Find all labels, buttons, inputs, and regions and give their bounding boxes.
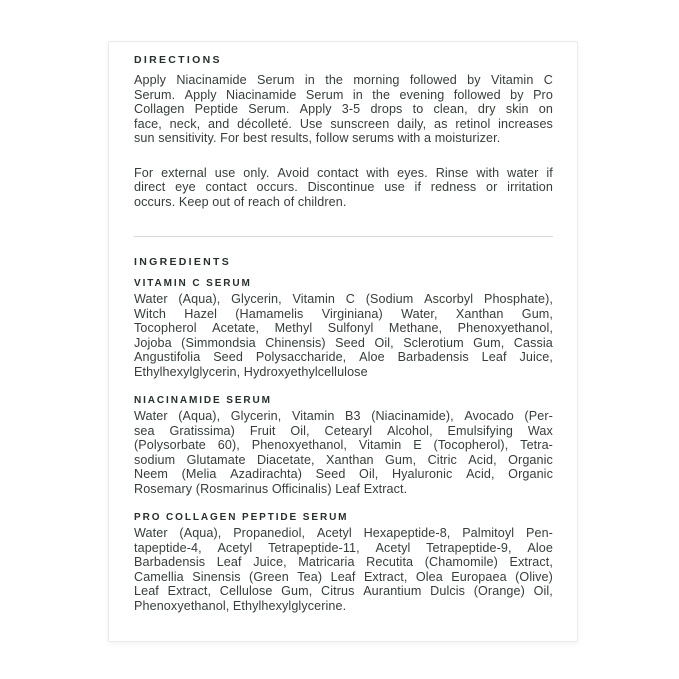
vitamin-c-serum-heading: VITAMIN C SERUM: [134, 278, 252, 289]
ingredients-niacinamide-serum: [134, 394, 553, 496]
vitamin-c-serum-ingredients: Water (Aqua), Glycerin, Vitamin C (Sodium Ascorbyl Phosphate), Witch Hazel (Hamamelis Virginiana) Water, Xanthan Gum, Tocopherol Acetate, Methyl Sulfonyl Methane, Phenoxyethanol, Jojoba (Simmondsia Chinensis) Seed Oil, Sclerotium Gum, Cassia Angustifolia Seed Polysaccharide, Aloe Barbadensis Leaf Juice, Ethylhexylglycerin, Hydroxyethylcellulose: [134, 292, 553, 379]
niacinamide-serum-ingredients: Water (Aqua), Glycerin, Vitamin B3 (Niacinamide), Avocado (Per- sea Gratissima) Fruit Oil, Cetearyl Alcohol, Emulsifying Wax (Polysorbate 60), Phenoxyethanol, Vitamin E (Tocopherol), Tetra- sodium Glutamate Diacetate, Xanthan Gum, Citric Acid, Organic Neem (Melia Azadirachta) Seed Oil, Hyaluronic Acid, Organic Rosemary (Rosmarinus Officinalis) Leaf Extract.: [134, 409, 553, 496]
ingredients-vitamin-c-serum: [134, 277, 553, 379]
pro-collagen-peptide-serum-heading: PRO COLLAGEN PEPTIDE SERUM: [134, 512, 349, 523]
directions-paragraph-usage: Apply Niacinamide Serum in the morning followed by Vitamin C Serum. Apply Niacinamide Serum in the evening followed by Pro Collagen Peptide Serum. Apply 3-5 drops to clean, dry skin on face, neck, and décolleté. Use sunscreen daily, as retinol increases sun sensitivity. For best results, follow serums with a moisturizer.: [134, 73, 553, 145]
section-divider: [134, 236, 553, 237]
directions-heading: DIRECTIONS: [134, 54, 222, 66]
label-card: [108, 41, 578, 642]
directions-section: [134, 54, 553, 209]
niacinamide-serum-heading: NIACINAMIDE SERUM: [134, 395, 272, 406]
directions-paragraph-warning: For external use only. Avoid contact with eyes. Rinse with water if direct eye contact occurs. Discontinue use if redness or irritation occurs. Keep out of reach of children.: [134, 165, 553, 209]
ingredients-section: [134, 256, 553, 613]
ingredients-pro-collagen-peptide-serum: [134, 511, 553, 613]
ingredients-heading: INGREDIENTS: [134, 256, 232, 268]
pro-collagen-peptide-serum-ingredients: Water (Aqua), Propanediol, Acetyl Hexapeptide-8, Palmitoyl Pen- tapeptide-4, Acetyl Tetrapeptide-11, Acetyl Tetrapeptide-9, Aloe Barbadensis Leaf Juice, Matricaria Recutita (Chamomile) Extract, Camellia Sinensis (Green Tea) Leaf Extract, Olea Europaea (Olive) Leaf Extract, Cellulose Gum, Citrus Aurantium Dulcis (Orange) Oil, Phenoxyethanol, Ethylhexylglycerine.: [134, 526, 553, 613]
